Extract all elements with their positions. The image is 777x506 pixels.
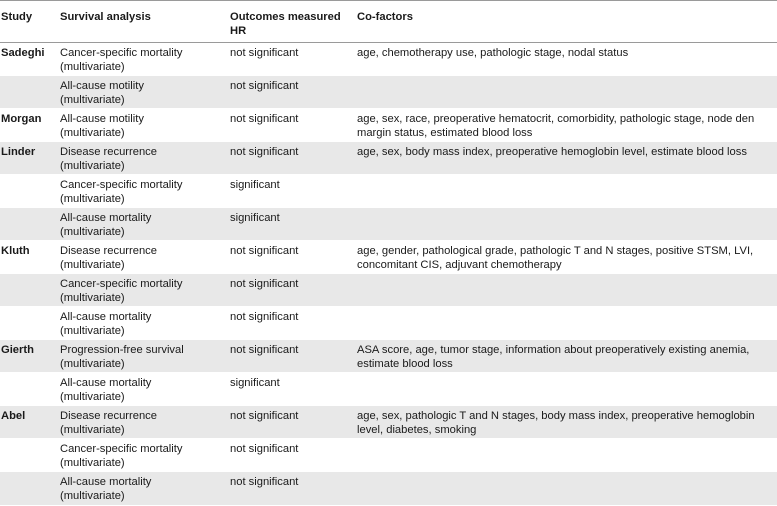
table-row (0, 307, 777, 340)
survival-line2: (multivariate) (60, 358, 125, 370)
cell-survival-analysis (55, 340, 225, 373)
header-outcomes-line1: Outcomes (230, 11, 285, 23)
survival-line1: All-cause mortality (60, 476, 152, 488)
table-row (0, 406, 777, 439)
cell-co-factors (352, 373, 777, 406)
table-body (0, 43, 777, 505)
cofactors-line1: age, sex, race, preoperative hematocrit, comorbidity, pathologic stage, node den (357, 113, 755, 125)
cell-outcome: not significant (225, 439, 352, 472)
cell-co-factors (352, 472, 777, 505)
survival-line2: (multivariate) (60, 292, 125, 304)
cell-outcome: significant (225, 175, 352, 208)
cell-co-factors (352, 142, 777, 175)
survival-line2: (multivariate) (60, 490, 125, 502)
cell-survival-analysis (55, 472, 225, 505)
cell-outcome: not significant (225, 76, 352, 109)
cell-co-factors (352, 208, 777, 241)
header-study: Study (0, 1, 55, 43)
cell-co-factors (352, 307, 777, 340)
survival-line1: All-cause motility (60, 113, 144, 125)
cell-co-factors (352, 274, 777, 307)
survival-line1: All-cause motility (60, 80, 144, 92)
survival-line1: All-cause mortality (60, 311, 152, 323)
survival-line1: Progression-free survival (60, 344, 184, 356)
survival-line2: (multivariate) (60, 457, 125, 469)
survival-line1: All-cause mortality (60, 377, 152, 389)
cofactors-line1: age, gender, pathological grade, pathologic T and N stages, positive STSM, LVI, (357, 245, 754, 257)
cell-co-factors (352, 406, 777, 439)
cell-study: Abel (0, 406, 55, 439)
table-row (0, 43, 777, 76)
cell-outcome: not significant (225, 472, 352, 505)
cell-outcome: not significant (225, 241, 352, 274)
cell-study (0, 76, 55, 109)
cell-study (0, 175, 55, 208)
table-row (0, 472, 777, 505)
cofactors-line2: level, diabetes, smoking (357, 424, 477, 436)
cell-survival-analysis (55, 43, 225, 76)
survival-line2: (multivariate) (60, 61, 125, 73)
cell-co-factors (352, 109, 777, 142)
survival-line1: Disease recurrence (60, 245, 158, 257)
survival-line2: (multivariate) (60, 94, 125, 106)
cell-study: Morgan (0, 109, 55, 142)
table-row (0, 241, 777, 274)
cell-outcome: significant (225, 373, 352, 406)
cell-study: Sadeghi (0, 43, 55, 76)
cell-outcome: not significant (225, 307, 352, 340)
table-row (0, 109, 777, 142)
survival-line2: (multivariate) (60, 127, 125, 139)
survival-line1: All-cause mortality (60, 212, 152, 224)
survival-line1: Cancer-specific mortality (60, 47, 183, 59)
cell-study (0, 307, 55, 340)
cofactors-line1: age, chemotherapy use, pathologic stage, nodal status (357, 47, 629, 59)
survival-line1: Disease recurrence (60, 146, 158, 158)
cell-survival-analysis (55, 406, 225, 439)
cell-co-factors (352, 76, 777, 109)
cell-study (0, 472, 55, 505)
survival-line2: (multivariate) (60, 259, 125, 271)
survival-line1: Cancer-specific mortality (60, 278, 183, 290)
cofactors-line1: ASA score, age, tumor stage, information about preoperatively existing anemia, (357, 344, 750, 356)
table-row (0, 208, 777, 241)
cell-outcome: not significant (225, 43, 352, 76)
header-outcomes-measured-hr (225, 1, 352, 43)
cell-survival-analysis (55, 439, 225, 472)
cofactors-line1: age, sex, body mass index, preoperative hemoglobin level, estimate blood loss (357, 146, 747, 158)
cell-outcome: not significant (225, 142, 352, 175)
cell-study: Kluth (0, 241, 55, 274)
cell-survival-analysis (55, 373, 225, 406)
table-row (0, 340, 777, 373)
header-outcomes-line2: measured HR (230, 11, 341, 37)
cell-survival-analysis (55, 175, 225, 208)
cell-co-factors (352, 43, 777, 76)
table-row (0, 274, 777, 307)
cell-study (0, 274, 55, 307)
cell-outcome: not significant (225, 274, 352, 307)
survival-line1: Cancer-specific mortality (60, 179, 183, 191)
cell-co-factors (352, 175, 777, 208)
cell-co-factors (352, 340, 777, 373)
cell-study: Linder (0, 142, 55, 175)
cell-study (0, 208, 55, 241)
survival-line2: (multivariate) (60, 193, 125, 205)
table-row (0, 142, 777, 175)
survival-line2: (multivariate) (60, 391, 125, 403)
cell-outcome: not significant (225, 406, 352, 439)
cell-study (0, 373, 55, 406)
table-row (0, 175, 777, 208)
cell-survival-analysis (55, 142, 225, 175)
cofactors-line1: age, sex, pathologic T and N stages, body mass index, preoperative hemoglobin (357, 410, 755, 422)
header-survival-analysis: Survival analysis (55, 1, 225, 43)
cell-outcome: not significant (225, 340, 352, 373)
table-header-row (0, 1, 777, 43)
survival-line2: (multivariate) (60, 226, 125, 238)
survival-line2: (multivariate) (60, 325, 125, 337)
cell-co-factors (352, 439, 777, 472)
header-co-factors: Co-factors (352, 1, 777, 43)
cofactors-line2: concomitant CIS, adjuvant chemotherapy (357, 259, 562, 271)
survival-line1: Cancer-specific mortality (60, 443, 183, 455)
cell-survival-analysis (55, 307, 225, 340)
cell-survival-analysis (55, 208, 225, 241)
cell-survival-analysis (55, 76, 225, 109)
cell-survival-analysis (55, 274, 225, 307)
cell-outcome: not significant (225, 109, 352, 142)
cell-survival-analysis (55, 241, 225, 274)
cell-survival-analysis (55, 109, 225, 142)
table-row (0, 439, 777, 472)
cofactors-line2: margin status, estimated blood loss (357, 127, 533, 139)
table-row (0, 373, 777, 406)
table-row (0, 76, 777, 109)
survival-line2: (multivariate) (60, 424, 125, 436)
cell-study (0, 439, 55, 472)
survival-line1: Disease recurrence (60, 410, 158, 422)
cell-co-factors (352, 241, 777, 274)
cofactors-line2: estimate blood loss (357, 358, 453, 370)
cell-outcome: significant (225, 208, 352, 241)
cell-study: Gierth (0, 340, 55, 373)
survival-line2: (multivariate) (60, 160, 125, 172)
